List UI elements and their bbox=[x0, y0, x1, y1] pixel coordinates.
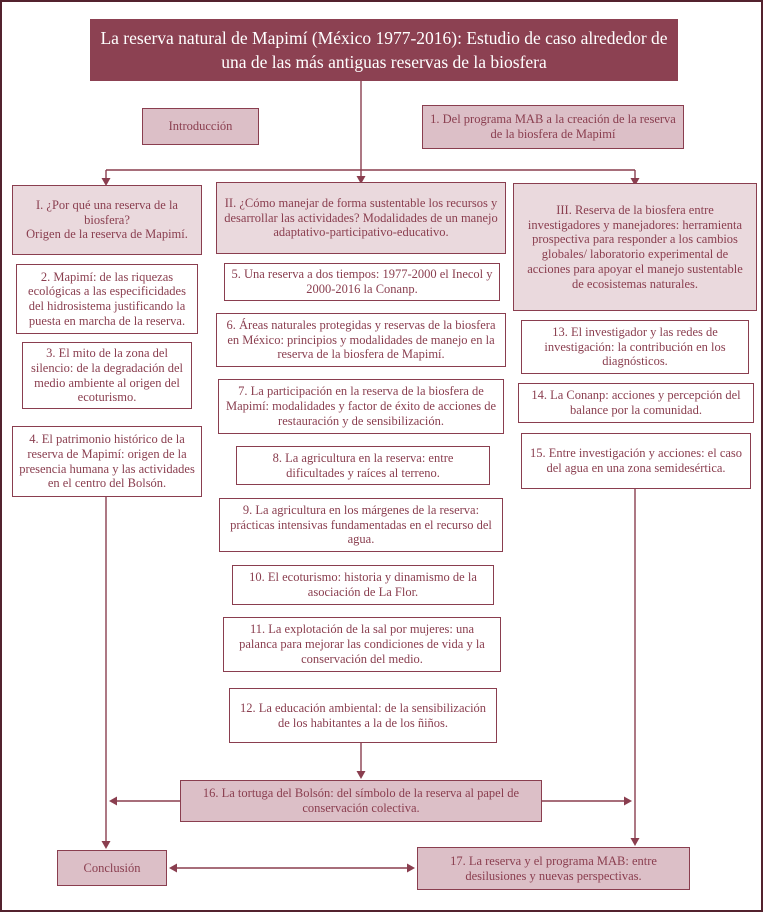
column-1-header bbox=[12, 185, 202, 255]
chapter-box-6: 6. Áreas naturales protegidas y reservas de la biosfera en México: principios y modalidades de manejo en la reserva de la biosfera de Mapimí. bbox=[216, 313, 506, 367]
node-conclusion: Conclusión bbox=[57, 850, 167, 886]
diagram-title: La reserva natural de Mapimí (México 1977-2016): Estudio de caso alrededor de una de las más antiguas reservas de la biosfera bbox=[90, 19, 678, 81]
column-2-header: II. ¿Cómo manejar de forma sustentable los recursos y desarrollar las actividades? Modalidades de un manejo adaptativo-participativo-educativo. bbox=[216, 182, 506, 254]
node-introduccion: Introducción bbox=[142, 108, 259, 145]
chapter-box-4: 4. El patrimonio histórico de la reserva de Mapimí: origen de la presencia humana y las actividades en el centro del Bolsón. bbox=[12, 426, 202, 497]
node-1-programa-mab: 1. Del programa MAB a la creación de la reserva de la biosfera de Mapimí bbox=[422, 105, 684, 149]
chapter-box-14: 14. La Conanp: acciones y percepción del balance por la comunidad. bbox=[518, 383, 754, 423]
chapter-box-7: 7. La participación en la reserva de la biosfera de Mapimí: modalidades y factor de éxito de acciones de restauración y de sensibilización. bbox=[218, 379, 504, 434]
chapter-box-3: 3. El mito de la zona del silencio: de la degradación del medio ambiente al origen del ecoturismo. bbox=[22, 342, 192, 409]
chapter-box-2: 2. Mapimí: de las riquezas ecológicas a las especificidades del hidrosistema justificando la puesta en marcha de la reserva. bbox=[16, 264, 198, 334]
chapter-box-9: 9. La agricultura en los márgenes de la reserva: prácticas intensivas fundamentadas en el recurso del agua. bbox=[219, 498, 503, 552]
chapter-box-11: 11. La explotación de la sal por mujeres: una palanca para mejorar las condiciones de vida y la conservación del medio. bbox=[223, 617, 501, 672]
column-1-header-line-2: Origen de la reserva de Mapimí. bbox=[26, 227, 188, 242]
chapter-box-5: 5. Una reserva a dos tiempos: 1977-2000 el Inecol y 2000-2016 la Conanp. bbox=[224, 263, 500, 301]
column-1-header-line-1: I. ¿Por qué una reserva de la biosfera? bbox=[36, 197, 178, 227]
column-3-header: III. Reserva de la biosfera entre investigadores y manejadores: herramienta prospectiva para responder a los cambios globales/ laboratorio experimental de acciones para apoyar el manejo sustentable de ecosistemas naturales. bbox=[513, 183, 757, 311]
chapter-box-10: 10. El ecoturismo: historia y dinamismo de la asociación de La Flor. bbox=[232, 565, 494, 605]
chapter-box-13: 13. El investigador y las redes de investigación: la contribución en los diagnósticos. bbox=[521, 320, 749, 374]
node-17-reserva-mab: 17. La reserva y el programa MAB: entre desilusiones y nuevas perspectivas. bbox=[417, 847, 690, 890]
chapter-box-15: 15. Entre investigación y acciones: el caso del agua en una zona semidesértica. bbox=[521, 433, 751, 489]
chapter-box-8: 8. La agricultura en la reserva: entre dificultades y raíces al terreno. bbox=[236, 446, 490, 485]
chapter-box-12: 12. La educación ambiental: de la sensibilización de los habitantes a la de los ñiños. bbox=[229, 688, 497, 743]
column-1-header-text bbox=[19, 198, 195, 242]
node-16-tortuga: 16. La tortuga del Bolsón: del símbolo de la reserva al papel de conservación colectiva. bbox=[180, 780, 542, 822]
